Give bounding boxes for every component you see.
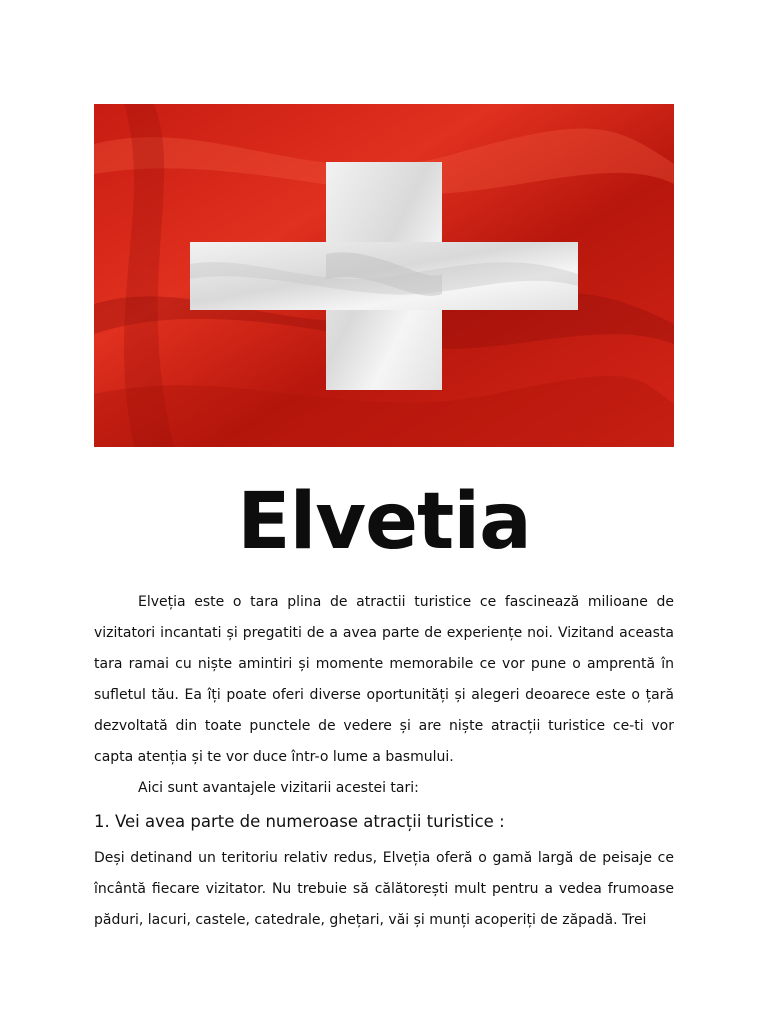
intro-paragraph: Elveția este o tara plina de atractii turistice ce fascinează milioane de vizitatori incantati și pregatiti de a avea parte de experiențe noi. Vizitand aceasta tara ramai cu niște amintiri și momente memorabile ce vor pune o amprentă în sufletul tău. Ea îți poate oferi diverse oportunități și alegeri deoarece este o țară dezvoltată din toate punctele de vedere și are niște atracții turistice ce-ti vor capta atenția și te vor duce într-o lume a basmului. xyxy=(94,594,674,765)
section-heading-number: 1. xyxy=(94,812,110,831)
swiss-flag-icon xyxy=(94,104,674,447)
swiss-flag-image xyxy=(94,104,674,447)
section-heading-1 xyxy=(94,805,674,839)
section-paragraph-1: Deși detinand un teritoriu relativ redus, Elveția oferă o gamă largă de peisaje ce încântă fiecare vizitator. Nu trebuie să călătorești mult pentru a vedea frumoase păduri, lacuri, castele, catedrale, ghețari, văi și munți acoperiți de zăpadă. Trei xyxy=(94,850,674,928)
advantages-intro: Aici sunt avantajele vizitarii acestei tari: xyxy=(138,780,419,796)
page-title: Elvetia xyxy=(237,477,531,567)
section-heading-text: Vei avea parte de numeroase atracții turistice : xyxy=(115,812,505,831)
